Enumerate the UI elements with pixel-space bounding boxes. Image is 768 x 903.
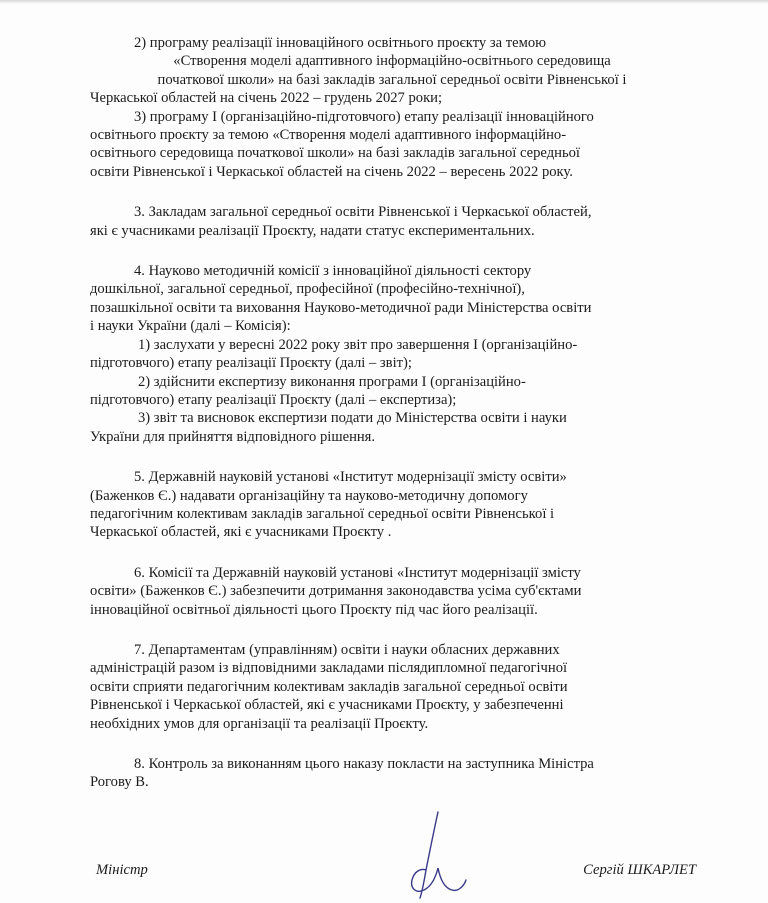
signature-block <box>96 862 696 884</box>
signatory-name: Сергій ШКАРЛЕТ <box>583 862 696 878</box>
paragraph-5 <box>90 468 694 542</box>
text-line: Черкаської областей, які є учасниками Проєкту . <box>90 524 392 541</box>
text-line: (Баженков Є.) надавати організаційну та науково-методичну допомогу <box>90 487 528 504</box>
paragraph-3 <box>90 203 694 240</box>
text-line: дошкільної, загальної середньої, професійної (професійно-технічної), <box>90 281 525 298</box>
text-line: 2) здійснити експертизу виконання програми І (організаційно- <box>138 373 526 390</box>
text-line: Рівненської і Черкаської областей, які є учасниками Проєкту, у забезпеченні <box>90 697 564 714</box>
text-line: освітнього середовища початкової школи» на базі закладів загальної середньої <box>90 145 580 162</box>
text-line: 4. Науково методичній комісії з інноваційної діяльності сектору <box>134 263 532 280</box>
handwritten-signature <box>400 810 470 900</box>
text-line: 3) програму І (організаційно-підготовчого) етапу реалізації інноваційного <box>134 108 594 125</box>
scan-edge-shadow <box>0 0 768 4</box>
text-line: 6. Комісії та Державній науковій установі «Інститут модернізації змісту <box>134 564 581 581</box>
paragraph-7 <box>90 641 694 733</box>
text-line: освітнього проєкту за темою «Створення моделі адаптивного інформаційно- <box>90 127 567 144</box>
text-line: початкової школи» на базі закладів загальної середньої освіти Рівненської і <box>157 71 627 88</box>
text-line: 7. Департаментам (управлінням) освіти і науки обласних державних <box>134 641 560 658</box>
approval-item-2 <box>90 34 694 108</box>
text-line: 1) заслухати у вересні 2022 року звіт про завершення І (організаційно- <box>138 336 578 353</box>
text-line: підготовчого) етапу реалізації Проєкту (далі – експертиза); <box>90 391 457 408</box>
text-line: педагогічним колективам закладів загальної середньої освіти Рівненської і <box>90 505 555 522</box>
text-line: освіти» (Баженков Є.) забезпечити дотримання законодавства усіма суб'єктами <box>90 583 582 600</box>
text-line: підготовчого) етапу реалізації Проєкту (далі – звіт); <box>90 355 412 372</box>
paragraph-4 <box>90 262 694 446</box>
text-line: адміністрацій разом із відповідними закладами післядипломної педагогічної <box>90 660 568 677</box>
text-line: Рогову В. <box>90 774 149 791</box>
text-line: «Створення моделі адаптивного інформаційно-освітнього середовища <box>173 53 611 70</box>
document-body <box>90 34 694 792</box>
text-line: які є учасниками реалізації Проєкту, надати статус експериментальних. <box>90 222 535 239</box>
text-line: Черкаської областей на січень 2022 – грудень 2027 роки; <box>90 90 443 107</box>
text-line: 3. Закладам загальної середньої освіти Рівненської і Черкаської областей, <box>134 204 592 221</box>
text-line: освіти Рівненської і Черкаської областей на січень 2022 – вересень 2022 року. <box>90 163 573 180</box>
text-line: освіти сприяти педагогічним колективам закладів загальної середньої освіти <box>90 678 568 695</box>
approval-item-3 <box>90 108 694 182</box>
text-line: 2) програму реалізації інноваційного освітнього проєкту за темою <box>134 35 547 51</box>
text-line: 8. Контроль за виконанням цього наказу покласти на заступника Міністра <box>134 756 594 772</box>
text-line: інноваційної освітньої діяльності цього Проєкту під час його реалізації. <box>90 601 538 618</box>
text-line: необхідних умов для організації та реалізації Проєкту. <box>90 715 429 732</box>
text-line: 5. Державній науковій установі «Інститут модернізації змісту освіти» <box>134 469 567 486</box>
text-line: 3) звіт та висновок експертизи подати до Міністерства освіти і науки <box>138 410 567 427</box>
text-line: України для прийняття відповідного рішення. <box>90 428 376 445</box>
paragraph-6 <box>90 564 694 619</box>
text-line: позашкільної освіти та виховання Науково-методичної ради Міністерства освіти <box>90 299 592 316</box>
signatory-title: Міністр <box>96 862 148 878</box>
text-line: і науки України (далі – Комісія): <box>90 318 291 335</box>
paragraph-8 <box>90 755 694 792</box>
